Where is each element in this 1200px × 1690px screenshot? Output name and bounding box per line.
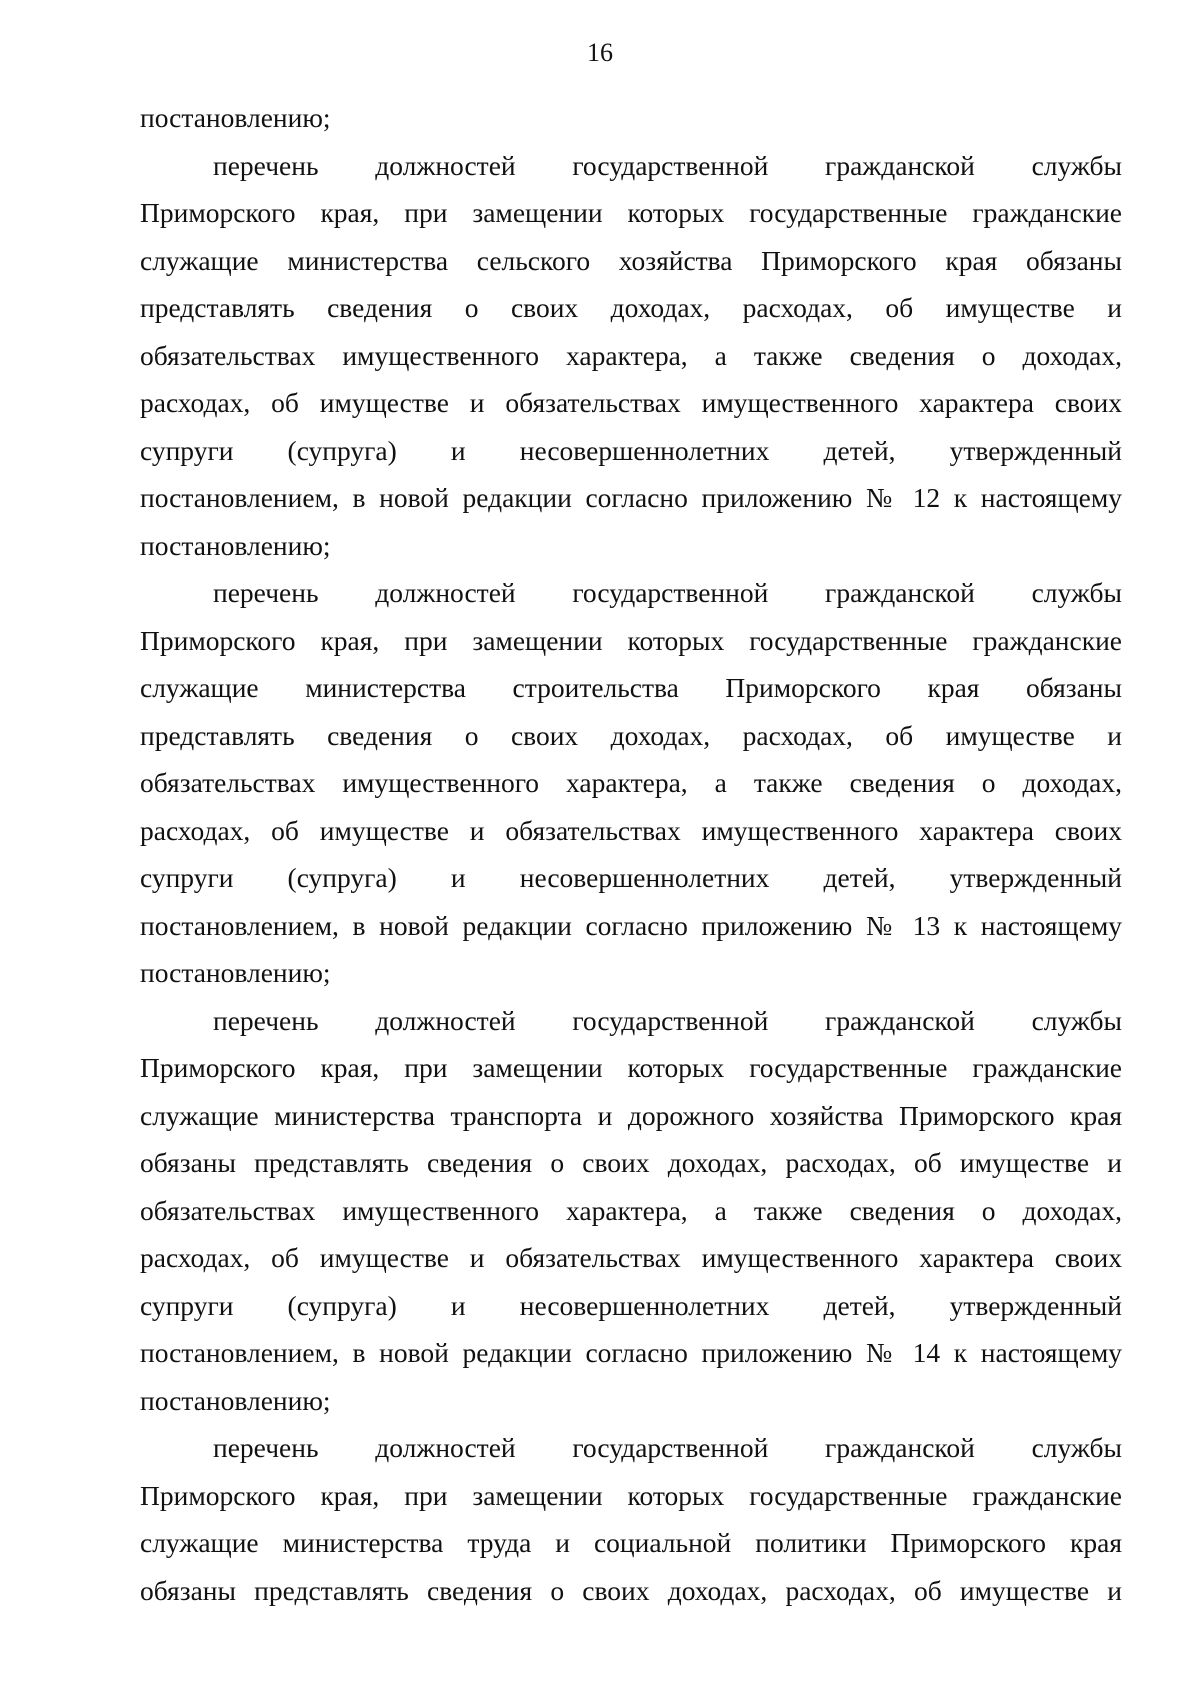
text-line: расходах, об имуществе и обязательствах имущественного характера своих [140,387,1122,418]
text-line: Приморского края, при замещении которых государственные гражданские [140,1052,1122,1083]
text-line: постановлением, в новой редакции согласно приложению № 12 к настоящему [140,482,1122,513]
text-line: расходах, об имуществе и обязательствах имущественного характера своих [140,1242,1122,1273]
text-line: супруги (супруга) и несовершеннолетних детей, утвержденный [140,862,1122,893]
page-number: 16 [587,38,613,67]
text-line: обязательствах имущественного характера, а также сведения о доходах, [140,767,1122,798]
text-line: расходах, об имуществе и обязательствах имущественного характера своих [140,814,1122,846]
text-line: Приморского края, при замещении которых государственные гражданские [140,197,1122,228]
document-body [140,94,1122,1614]
text-line: постановлению; [140,102,331,133]
text-line: обязательствах имущественного характера, а также сведения о доходах, [140,1194,1122,1226]
text-line: постановлению; [140,1384,331,1416]
text-line: представлять сведения о своих доходах, расходах, об имуществе и [140,719,1122,751]
paragraph-first-line: перечень должностей государственной гражданской службы [213,1432,1122,1463]
text-line: постановлением, в новой редакции согласно приложению № 13 к настоящему [140,909,1122,941]
text-line: супруги (супруга) и несовершеннолетних детей, утвержденный [140,1289,1122,1321]
text-line: служащие министерства строительства Приморского края обязаны [140,672,1122,703]
text-line: Приморского края, при замещении которых государственные гражданские [140,624,1122,656]
paragraph-first-line: перечень должностей государственной гражданской службы [213,149,1122,181]
text-line: супруги (супруга) и несовершеннолетних детей, утвержденный [140,434,1122,466]
text-line: постановлению; [140,957,331,988]
text-line: обязательствах имущественного характера, а также сведения о доходах, [140,339,1122,371]
text-line: Приморского края, при замещении которых государственные гражданские [140,1479,1122,1511]
paragraph-first-line: перечень должностей государственной гражданской службы [213,1004,1122,1036]
text-line: обязаны представлять сведения о своих доходах, расходах, об имуществе и [140,1574,1122,1606]
text-line: служащие министерства сельского хозяйства Приморского края обязаны [140,244,1122,276]
text-line: постановлением, в новой редакции согласно приложению № 14 к настоящему [140,1337,1122,1368]
text-line: обязаны представлять сведения о своих доходах, расходах, об имуществе и [140,1147,1122,1178]
text-line: служащие министерства транспорта и дорожного хозяйства Приморского края [140,1099,1122,1131]
text-line: постановлению; [140,529,331,561]
paragraph-first-line: перечень должностей государственной гражданской службы [213,577,1122,608]
text-line: служащие министерства труда и социальной политики Приморского края [140,1527,1122,1558]
text-line: представлять сведения о своих доходах, расходах, об имуществе и [140,292,1122,323]
